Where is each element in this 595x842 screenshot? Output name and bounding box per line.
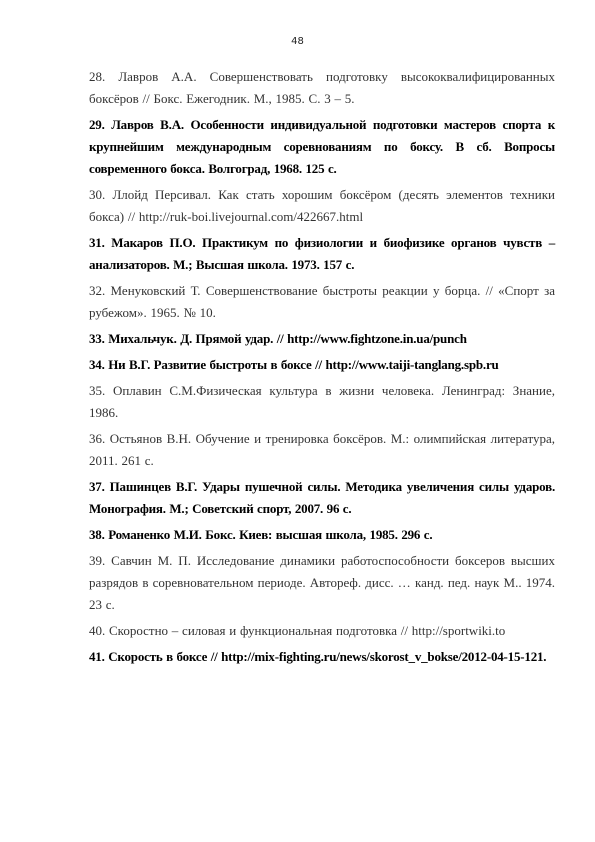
reference-list <box>89 66 555 672</box>
reference-item: 40. Скоростно – силовая и функциональная подготовка // http://sportwiki.to <box>89 623 506 638</box>
reference-item: 41. Скорость в боксе // http://mix-fighting.ru/news/skorost_v_bokse/2012-04-15-121. <box>89 649 547 664</box>
reference-item: 36. Остьянов В.Н. Обучение и тренировка боксёров. М.: олимпийская литература, 2011. 261 с. <box>89 431 555 468</box>
page-number: 48 <box>291 36 304 47</box>
reference-item: 30. Ллойд Персивал. Как стать хорошим боксёром (десять элементов техники бокса) // http://ruk-boi.livejournal.com/422667.html <box>89 187 555 224</box>
reference-item: 28. Лавров А.А. Совершенствовать подготовку высококвалифицированных боксёров // Бокс. Ежегодник. М., 1985. С. 3 – 5. <box>89 69 555 106</box>
reference-item: 31. Макаров П.О. Практикум по физиологии и биофизике органов чувств – анализаторов. М.; Высшая школа. 1973. 157 с. <box>89 235 555 272</box>
reference-item: 38. Романенко М.И. Бокс. Киев: высшая школа, 1985. 296 с. <box>89 527 433 542</box>
reference-item: 34. Ни В.Г. Развитие быстроты в боксе // http://www.taiji-tanglang.spb.ru <box>89 357 499 372</box>
reference-item: 32. Менуковский Т. Совершенствование быстроты реакции у борца. // «Спорт за рубежом». 1965. № 10. <box>89 283 555 320</box>
reference-item: 29. Лавров В.А. Особенности индивидуальной подготовки мастеров спорта к крупнейшим международным соревнованиям по боксу. В сб. Вопросы современного бокса. Волгоград, 1968. 125 с. <box>89 117 555 176</box>
reference-item: 39. Савчин М. П. Исследование динамики работоспособности боксеров высших разрядов в соревновательном периоде. Автореф. дисс. … канд. пед. наук М.. 1974. 23 с. <box>89 553 555 612</box>
reference-item: 33. Михальчук. Д. Прямой удар. // http://www.fightzone.in.ua/punch <box>89 331 467 346</box>
reference-item: 35. Оплавин С.М.Физическая культура в жизни человека. Ленинград: Знание, 1986. <box>89 383 555 420</box>
reference-item: 37. Пашинцев В.Г. Удары пушечной силы. Методика увеличения силы ударов. Монография. М.; Советский спорт, 2007. 96 с. <box>89 479 555 516</box>
